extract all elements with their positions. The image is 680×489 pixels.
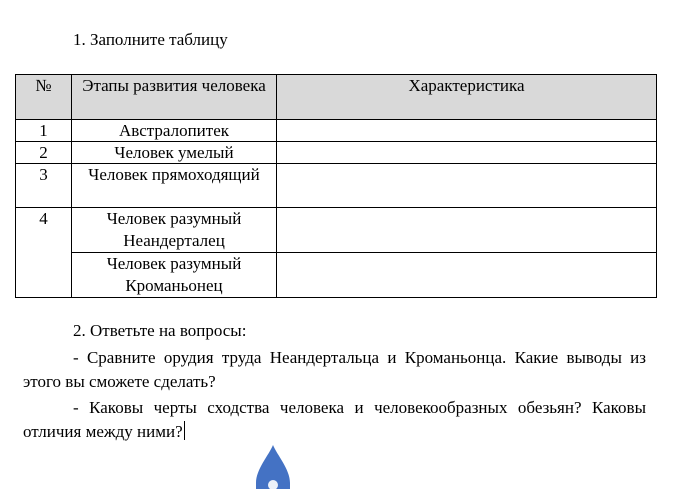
row-stage: Человек разумный Кроманьонец	[72, 253, 277, 298]
row-characteristic-cell[interactable]	[277, 253, 657, 298]
row-characteristic-cell[interactable]	[277, 120, 657, 142]
row-number: 2	[16, 142, 72, 164]
question-2	[23, 396, 646, 444]
header-characteristic: Характеристика	[277, 75, 657, 120]
text-cursor	[184, 421, 186, 440]
table-row	[16, 142, 657, 164]
row-stage: Человек прямоходящий	[72, 164, 277, 208]
row-stage: Австралопитек	[72, 120, 277, 142]
row-characteristic-cell[interactable]	[277, 164, 657, 208]
task2-title: 2. Ответьте на вопросы:	[73, 321, 247, 340]
row-stage: Человек разумный Неандерталец	[72, 208, 277, 253]
drop-shape	[250, 443, 296, 489]
table-row	[16, 164, 657, 208]
row-number: 3	[16, 164, 72, 208]
header-number: №	[16, 75, 72, 120]
row-characteristic-cell[interactable]	[277, 208, 657, 253]
task1-title: 1. Заполните таблицу	[73, 30, 228, 49]
row-characteristic-cell[interactable]	[277, 142, 657, 164]
table-row	[16, 208, 657, 253]
table-header-row	[16, 75, 657, 120]
table-row	[16, 120, 657, 142]
question-2-text: - Каковы черты сходства человека и человекообразных обезьян? Каковы отличия между ними?	[23, 398, 646, 441]
table-row	[16, 253, 657, 298]
row-stage: Человек умелый	[72, 142, 277, 164]
header-stage: Этапы развития человека	[72, 75, 277, 120]
question-1	[23, 346, 646, 394]
stages-table	[15, 74, 657, 298]
question-1-text: - Сравните орудия труда Неандертальца и Кроманьонца. Какие выводы из этого вы сможете сделать?	[23, 348, 646, 391]
row-number: 4	[16, 208, 72, 298]
row-number: 1	[16, 120, 72, 142]
